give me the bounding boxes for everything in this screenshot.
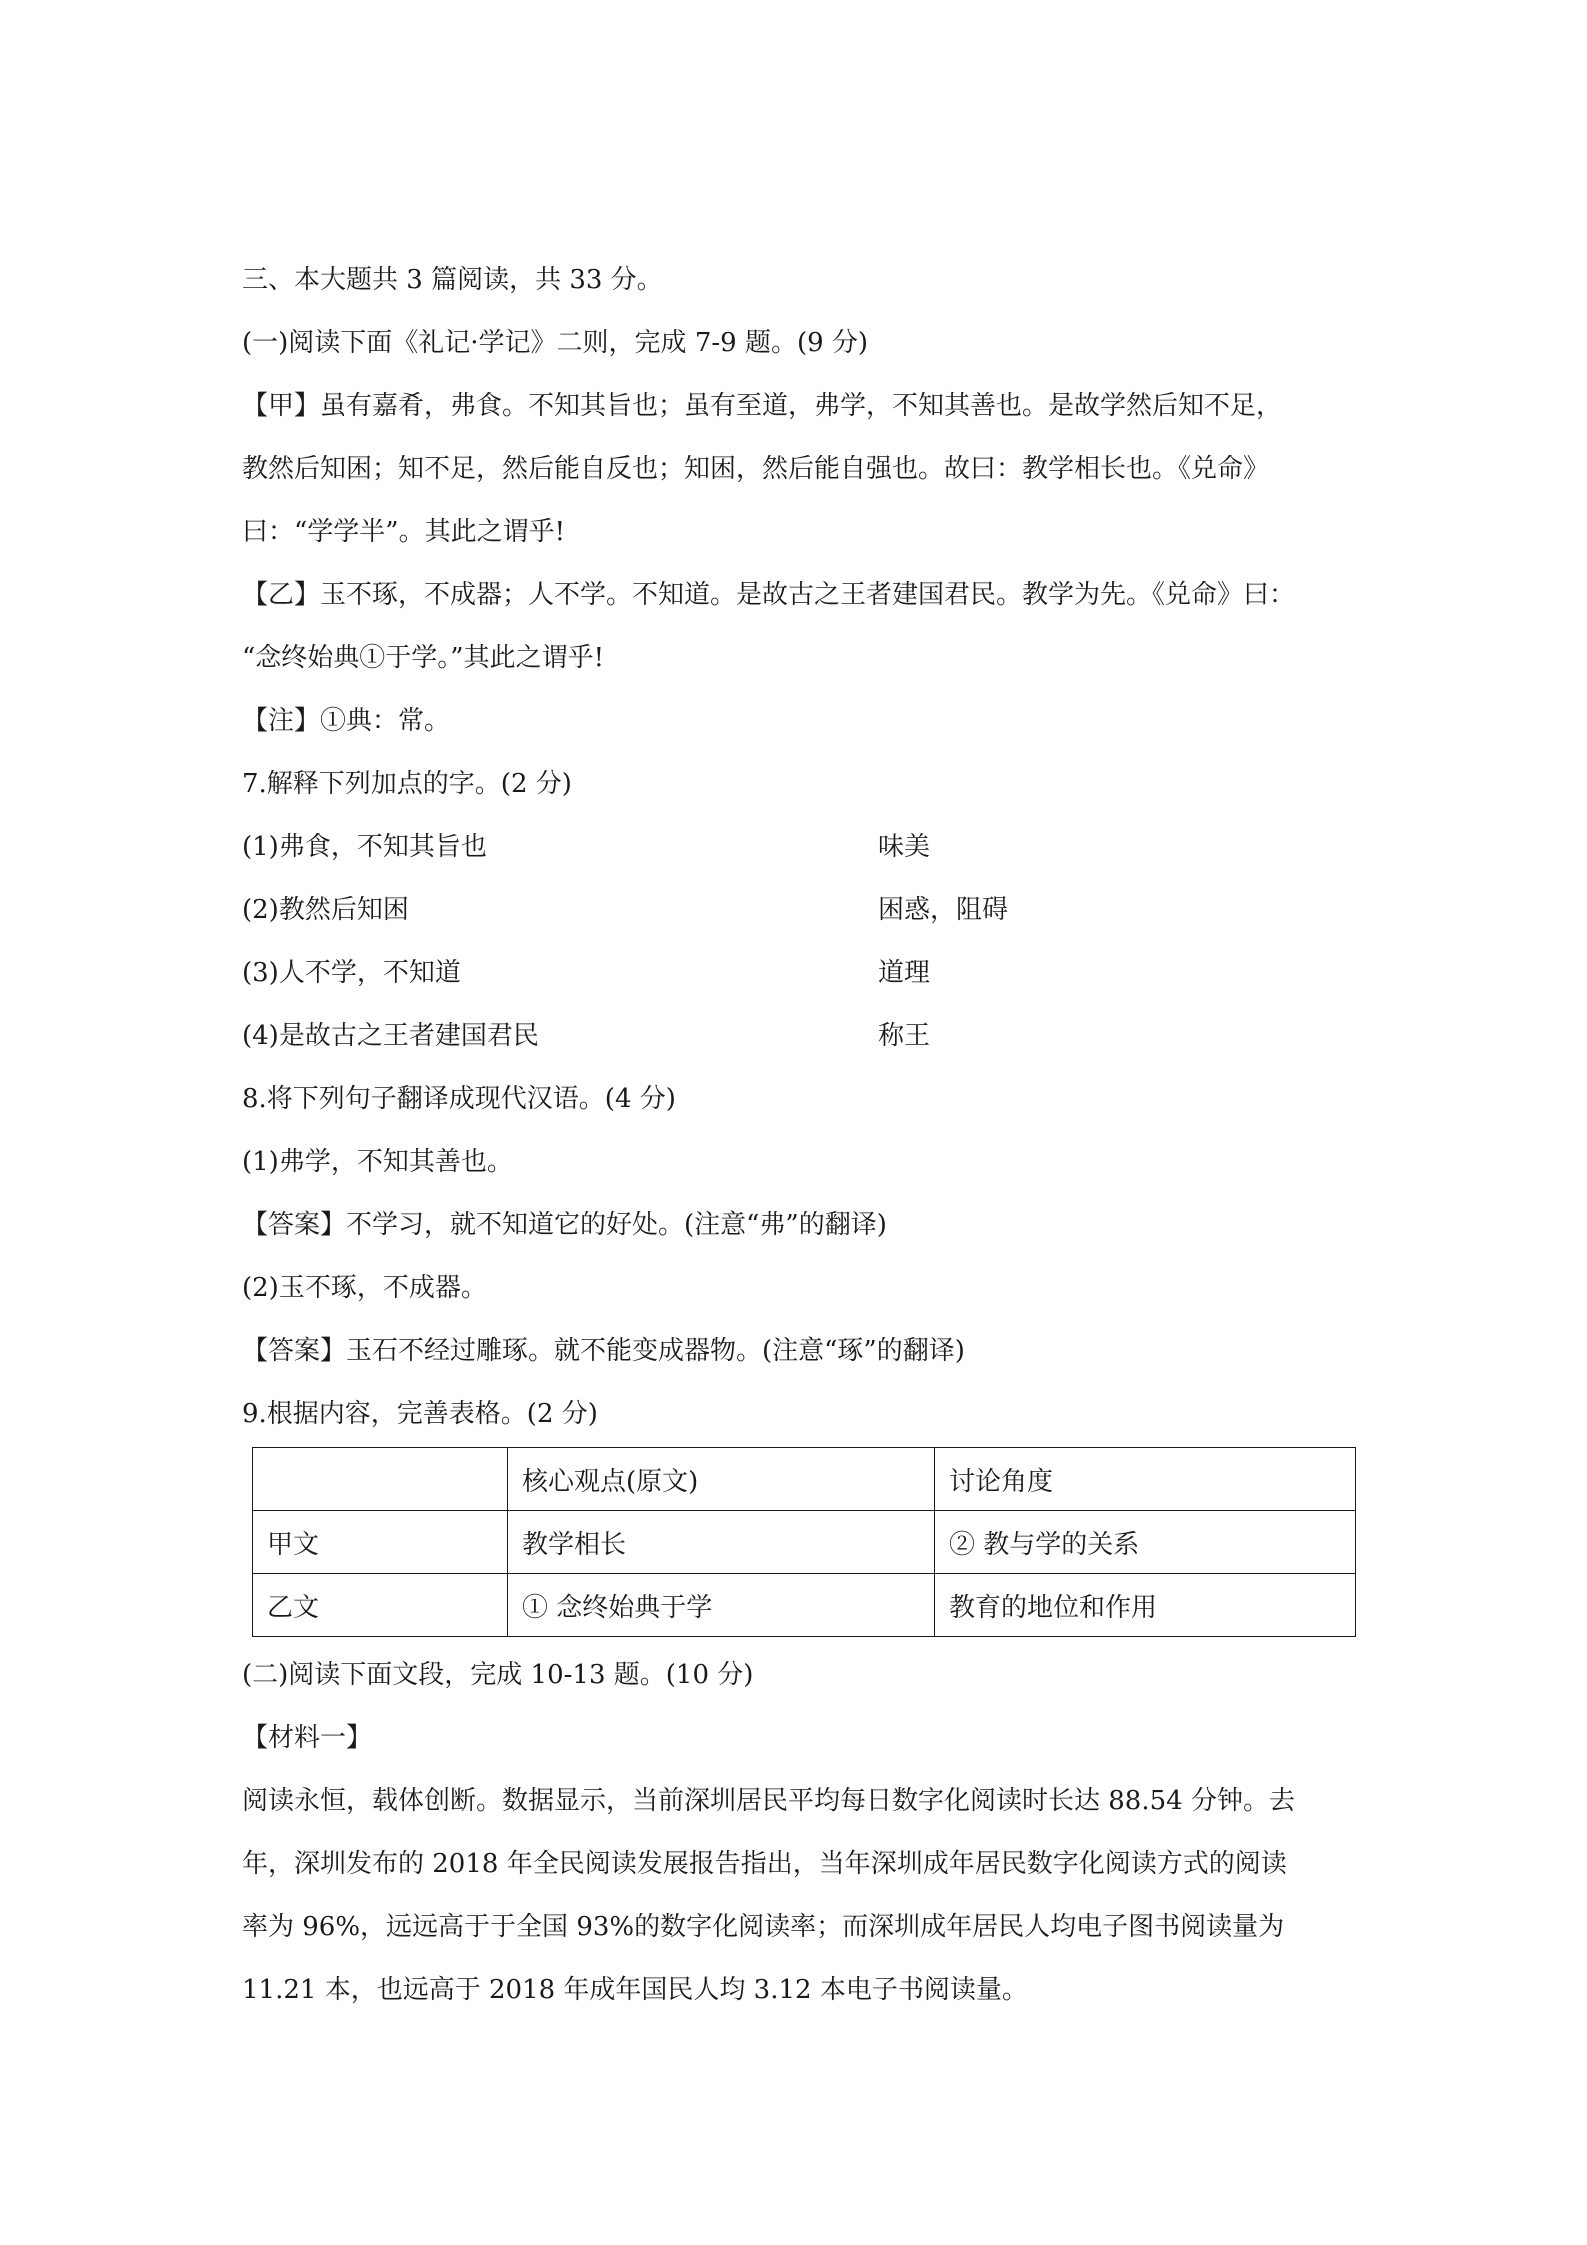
q7-item-text: (4)是故古之王者建国君民	[242, 1021, 539, 1051]
table-header-row	[253, 1448, 1356, 1511]
part-one-intro: (一)阅读下面《礼记·学记》二则，完成 7-9 题。(9 分)	[242, 328, 869, 358]
q7-item-text: (1)弗食，不知其旨也	[242, 832, 487, 862]
q8-answer-2: 【答案】玉石不经过雕琢。就不能变成器物。(注意“琢”的翻译)	[242, 1336, 965, 1366]
question-9-title: 9.根据内容，完善表格。(2 分)	[242, 1399, 598, 1429]
q7-item-answer: 道理	[878, 958, 931, 988]
table-header-cell: 核心观点(原文)	[508, 1448, 935, 1511]
material-line: 阅读永恒，载体创断。数据显示，当前深圳居民平均每日数字化阅读时长达 88.54 分钟。去	[242, 1786, 1295, 1816]
material-line: 率为 96%，远远高于于全国 93%的数字化阅读率；而深圳成年居民人均电子图书阅读量为	[242, 1912, 1285, 1942]
table-cell: 甲文	[253, 1511, 508, 1574]
q8-sentence-2: (2)玉不琢，不成器。	[242, 1273, 487, 1303]
material-line: 年，深圳发布的 2018 年全民阅读发展报告指出，当年深圳成年居民数字化阅读方式的阅读	[242, 1849, 1287, 1879]
passage-jia-line: 曰：“学学半”。其此之谓乎!	[242, 517, 566, 547]
q8-sentence-1: (1)弗学，不知其善也。	[242, 1147, 513, 1177]
q7-item	[242, 830, 1362, 864]
q7-item	[242, 893, 1362, 927]
table-cell: 教学相长	[508, 1511, 935, 1574]
table-cell: 教育的地位和作用	[935, 1574, 1356, 1637]
table-cell: ① 念终始典于学	[508, 1574, 935, 1637]
q7-item	[242, 956, 1362, 990]
q7-item-answer: 称王	[878, 1021, 931, 1051]
table-cell: ② 教与学的关系	[935, 1511, 1356, 1574]
table-header-cell: 讨论角度	[935, 1448, 1356, 1511]
passage-yi-line: 【乙】玉不琢，不成器；人不学。不知道。是故古之王者建国君民。教学为先。《兑命》曰：	[242, 580, 1296, 610]
material-title: 【材料一】	[242, 1723, 373, 1753]
table-row	[253, 1574, 1356, 1637]
annotation-note: 【注】①典：常。	[242, 706, 451, 736]
q7-item-answer: 困惑，阻碍	[878, 895, 1009, 925]
q8-answer-1: 【答案】不学习，就不知道它的好处。(注意“弗”的翻译)	[242, 1210, 887, 1240]
table-cell: 乙文	[253, 1574, 508, 1637]
q7-item-answer: 味美	[878, 832, 931, 862]
answer-table	[252, 1447, 1356, 1637]
table-header-cell	[253, 1448, 508, 1511]
question-7-title: 7.解释下列加点的字。(2 分)	[242, 769, 572, 799]
part-two-intro: (二)阅读下面文段，完成 10-13 题。(10 分)	[242, 1660, 754, 1690]
q7-item-text: (2)教然后知困	[242, 895, 409, 925]
question-8-title: 8.将下列句子翻译成现代汉语。(4 分)	[242, 1084, 676, 1114]
table-row	[253, 1511, 1356, 1574]
passage-jia-line: 【甲】虽有嘉肴，弗食。不知其旨也；虽有至道，弗学，不知其善也。是故学然后知不足，	[242, 391, 1283, 421]
q7-item	[242, 1019, 1362, 1053]
passage-jia-line: 教然后知困；知不足，然后能自反也；知困，然后能自强也。故曰：教学相长也。《兑命》	[242, 454, 1270, 484]
q7-item-text: (3)人不学，不知道	[242, 958, 461, 988]
section-header: 三、本大题共 3 篇阅读，共 33 分。	[242, 265, 663, 295]
material-line: 11.21 本，也远高于 2018 年成年国民人均 3.12 本电子书阅读量。	[242, 1975, 1028, 2005]
passage-yi-line: “念终始典①于学。”其此之谓乎!	[242, 643, 605, 673]
